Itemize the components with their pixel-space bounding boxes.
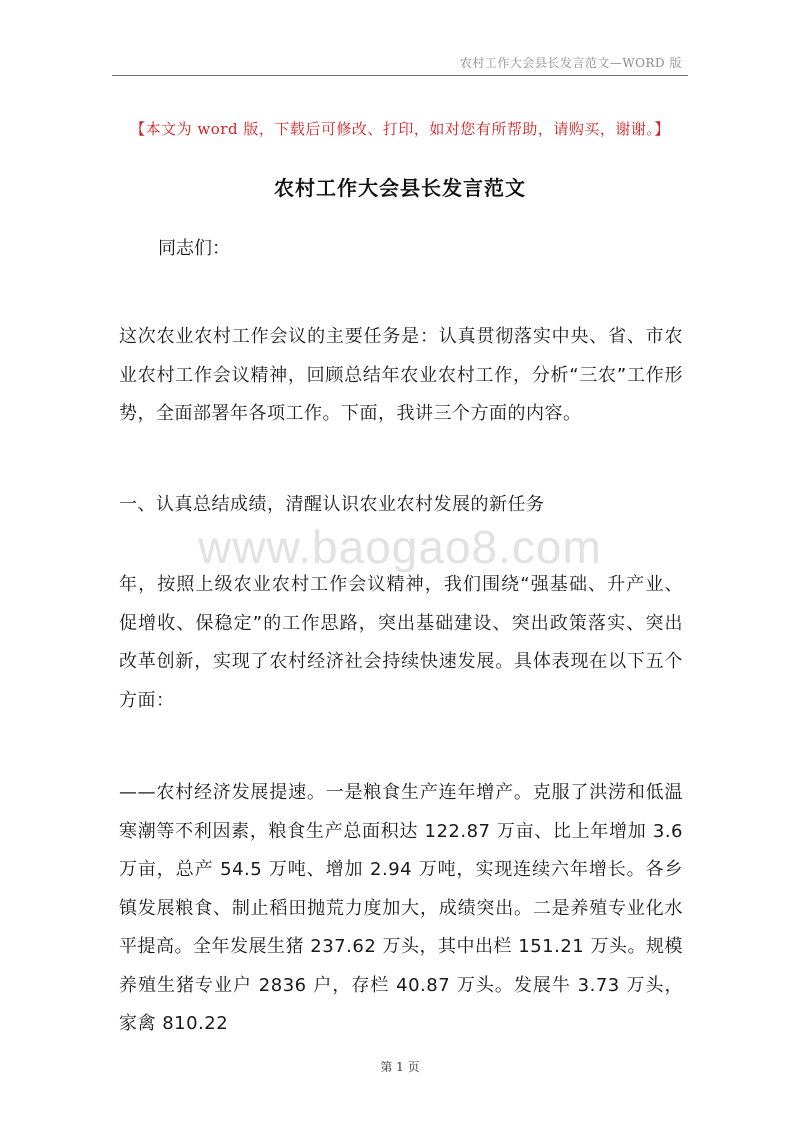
paragraph-economy: ——农村经济发展提速。一是粮食生产连年增产。克服了洪涝和低温寒潮等不利因素，粮食生产总面积达 122.87 万亩、比上年增加 3.6 万亩，总产 54.5 万吨、增加 2.94 万吨，实现连续六年增长。各乡镇发展粮食、制止稻田抛荒力度加大，成绩突出。二是养殖专业化水平提高。全年发展生猪 237.62 万头，其中出栏 151.21 万头。规模养殖生猪专业户 2836 户，存栏 40.87 万头。发展牛 3.73 万头，家禽 810.22 [119, 782, 683, 1034]
paragraph-intro: 这次农业农村工作会议的主要任务是：认真贯彻落实中央、省、市农业农村工作会议精神，回顾总结年农业农村工作，分析“三农”工作形势，全面部署年各项工作。下面，我讲三个方面的内容。 [119, 326, 683, 424]
document-title: 农村工作大会县长发言范文 [274, 176, 526, 200]
download-notice: 【本文为 word 版，下载后可修改、打印，如对您有所帮助，请购买，谢谢。】 [130, 120, 670, 138]
paragraph-overview: 年，按照上级农业农村工作会议精神，我们围绕“强基础、升产业、促增收、保稳定”的工作思路，突出基础建设、突出政策落实、突出改革创新，实现了农村经济社会持续快速发展。具体表现在以下五个方面： [119, 574, 683, 711]
watermark: www.baogao8.com [198, 521, 602, 573]
salutation: 同志们： [158, 238, 230, 259]
header-divider [112, 75, 688, 76]
running-header: 农村工作大会县长发言范文—WORD 版 [459, 56, 682, 70]
page-number: 第 1 页 [380, 1060, 420, 1074]
section-heading-1: 一、认真总结成绩，清醒认识农业农村发展的新任务 [119, 494, 545, 515]
